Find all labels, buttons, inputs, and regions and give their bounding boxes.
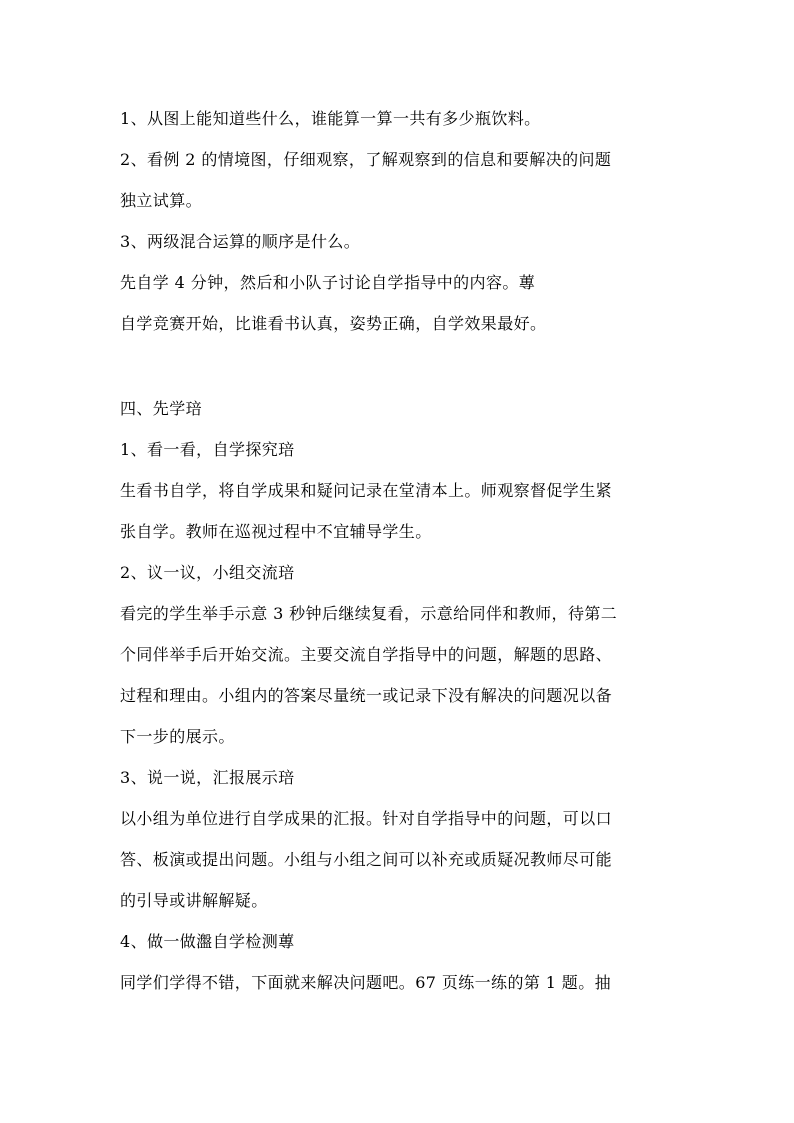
text-line: 同学们学得不错，下面就来解决问题吧。67 页练一练的第 1 题。抽	[120, 973, 611, 992]
text-line: 先自学 4 分钟，然后和小队子讨论自学指导中的内容。蓴	[120, 273, 536, 292]
text-line: 张自学。教师在巡视过程中不宜辅导学生。	[120, 522, 432, 541]
section-heading: 四、先学琣	[120, 399, 203, 418]
text-line: 生看书自学，将自学成果和疑问记录在堂清本上。师观察督促学生紧	[120, 481, 613, 500]
text-line: 独立试算。	[120, 191, 203, 210]
text-line: 以小组为单位进行自学成果的汇报。针对自学指导中的问题，可以口	[120, 809, 613, 828]
text-line: 过程和理由。小组内的答案尽量统一或记录下没有解决的问题况以备	[120, 686, 613, 705]
text-line: 2、看例 2 的情境图，仔细观察，了解观察到的信息和要解决的问题	[120, 150, 612, 169]
text-line: 看完的学生举手示意 3 秒钟后继续复看，示意给同伴和教师，待第二	[120, 604, 618, 623]
subsection-heading: 1、看一看，自学探究琣	[120, 440, 295, 459]
text-line: 答、板演或提出问题。小组与小组之间可以补充或质疑况教师尽可能	[120, 850, 613, 869]
subsection-heading: 4、做一做瀊自学检测蓴	[120, 932, 295, 951]
subsection-heading: 3、说一说，汇报展示琣	[120, 768, 295, 787]
text-line: 下一步的展示。	[120, 727, 235, 746]
text-line: 3、两级混合运算的顺序是什么。	[120, 232, 361, 251]
text-line: 1、从图上能知道些什么，谁能算一算一共有多少瓶饮料。	[120, 109, 541, 128]
subsection-heading: 2、议一议，小组交流琣	[120, 563, 295, 582]
text-line: 自学竞赛开始，比谁看书认真，姿势正确，自学效果最好。	[120, 314, 547, 333]
text-line: 个同伴举手后开始交流。主要交流自学指导中的问题，解题的思路、	[120, 645, 613, 664]
text-line: 的引导或讲解解疑。	[120, 891, 268, 910]
